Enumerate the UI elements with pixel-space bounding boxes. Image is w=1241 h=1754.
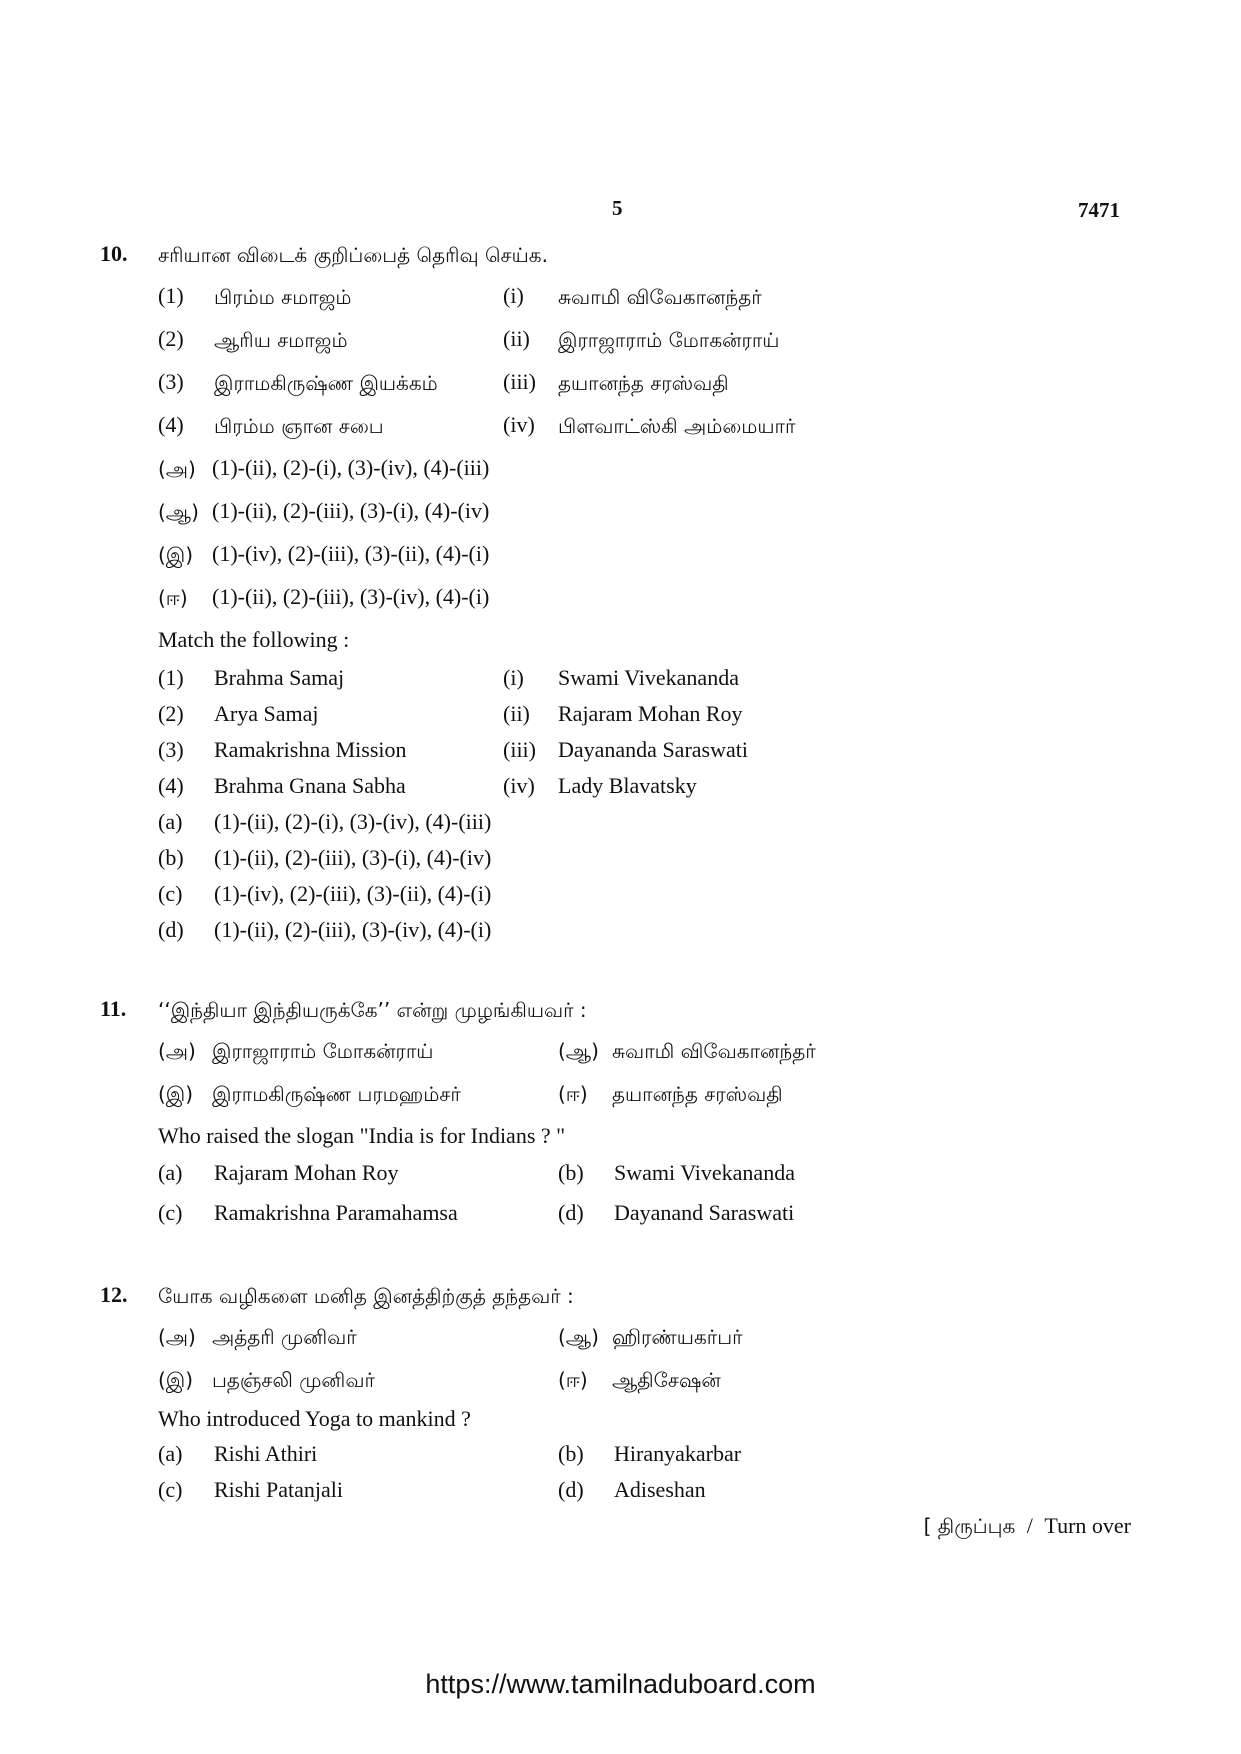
question-prompt-english: Who raised the slogan "India is for Indians ? " — [158, 1123, 566, 1148]
right-item: Lady Blavatsky — [558, 773, 697, 798]
left-item: Brahma Samaj — [214, 665, 345, 690]
turn-over-tamil: [ திருப்புக — [923, 1514, 1016, 1538]
roman-number: (i) — [503, 665, 524, 690]
match-row — [0, 773, 1241, 803]
option-text: சுவாமி விவேகானந்தர் — [612, 1039, 816, 1063]
option-text: (1)-(ii), (2)-(i), (3)-(iv), (4)-(iii) — [214, 809, 492, 834]
option-label: (d) — [558, 1477, 584, 1502]
option-row — [0, 1477, 1241, 1507]
option-row — [0, 809, 1241, 839]
right-item: பிளவாட்ஸ்கி அம்மையார் — [558, 414, 796, 438]
option-text: Swami Vivekananda — [614, 1160, 795, 1185]
option-label: (d) — [558, 1200, 584, 1225]
option-row — [0, 498, 1241, 528]
roman-number: (ii) — [503, 701, 530, 726]
option-label: (a) — [158, 1441, 183, 1466]
option-label: (ஈ) — [558, 1082, 588, 1106]
option-row — [0, 1366, 1241, 1396]
option-text: Ramakrishna Paramahamsa — [214, 1200, 458, 1225]
option-text: ஆதிசேஷன் — [612, 1368, 721, 1392]
left-item: Arya Samaj — [214, 701, 319, 726]
option-label: (ஆ) — [558, 1325, 599, 1349]
match-row — [0, 412, 1241, 442]
roman-number: (ii) — [503, 326, 530, 351]
match-row — [0, 326, 1241, 356]
option-text: பதஞ்சலி முனிவர் — [212, 1368, 375, 1392]
option-text: இராஜாராம் மோகன்ராய் — [212, 1039, 434, 1063]
option-label: (இ) — [158, 1082, 194, 1106]
page-number: 5 — [612, 196, 623, 220]
right-item: சுவாமி விவேகானந்தர் — [558, 285, 762, 309]
row-number: (3) — [158, 737, 184, 762]
right-item: இராஜாராம் மோகன்ராய் — [558, 328, 780, 352]
option-row — [0, 1160, 1241, 1190]
website-url[interactable]: https://www.tamilnaduboard.com — [425, 1669, 816, 1699]
option-row — [0, 584, 1241, 614]
question-prompt-english: Who introduced Yoga to mankind ? — [158, 1406, 471, 1431]
option-label: (அ) — [158, 1325, 196, 1349]
option-label: (c) — [158, 1200, 183, 1225]
option-text: (1)-(ii), (2)-(iii), (3)-(i), (4)-(iv) — [214, 845, 492, 870]
option-label: (அ) — [158, 1039, 196, 1063]
roman-number: (iv) — [503, 773, 535, 798]
match-row — [0, 369, 1241, 399]
turn-over-separator: / — [1026, 1513, 1033, 1538]
question-prompt-tamil: ‘‘இந்தியா இந்தியருக்கே’’ என்று முழங்கியவர் : — [158, 998, 587, 1022]
right-item: Swami Vivekananda — [558, 665, 739, 690]
option-label: (b) — [558, 1160, 584, 1185]
option-label: (a) — [158, 809, 183, 834]
turn-over-english: Turn over — [1044, 1513, 1131, 1538]
left-item: இராமகிருஷ்ண இயக்கம் — [214, 371, 438, 395]
match-row — [0, 283, 1241, 313]
option-label: (இ) — [158, 1368, 194, 1392]
option-label: (ஆ) — [558, 1039, 599, 1063]
roman-number: (iii) — [503, 369, 536, 394]
roman-number: (i) — [503, 283, 524, 308]
right-item: தயானந்த சரஸ்வதி — [558, 371, 729, 395]
turn-over-note — [924, 1513, 1131, 1541]
option-text: (1)-(ii), (2)-(iii), (3)-(i), (4)-(iv) — [212, 498, 490, 523]
right-item: Rajaram Mohan Roy — [558, 701, 743, 726]
row-number: (2) — [158, 701, 184, 726]
paper-code: 7471 — [1078, 198, 1120, 222]
option-label: (அ) — [158, 457, 196, 481]
option-text: (1)-(ii), (2)-(i), (3)-(iv), (4)-(iii) — [212, 455, 490, 480]
row-number: (2) — [158, 326, 184, 351]
option-text: தயானந்த சரஸ்வதி — [612, 1082, 783, 1106]
option-row — [0, 1323, 1241, 1353]
row-number: (1) — [158, 283, 184, 308]
option-label: (ஈ) — [558, 1368, 588, 1392]
option-text: Rishi Athiri — [214, 1441, 318, 1466]
option-label: (b) — [558, 1441, 584, 1466]
left-item: Ramakrishna Mission — [214, 737, 407, 762]
option-label: (ஆ) — [158, 500, 199, 524]
option-row — [0, 845, 1241, 875]
option-label: (c) — [158, 1477, 183, 1502]
option-row — [0, 917, 1241, 947]
option-row — [0, 541, 1241, 571]
option-label: (b) — [158, 845, 184, 870]
row-number: (1) — [158, 665, 184, 690]
option-text: Adiseshan — [614, 1477, 706, 1502]
left-item: பிரம்ம ஞான சபை — [214, 414, 384, 438]
question-prompt-tamil: சரியான விடைக் குறிப்பைத் தெரிவு செய்க. — [158, 243, 548, 267]
option-row — [0, 1037, 1241, 1067]
option-label: (ஈ) — [158, 586, 188, 610]
option-row — [0, 1080, 1241, 1110]
match-row — [0, 665, 1241, 695]
question-number: 11. — [100, 996, 127, 1021]
row-number: (4) — [158, 412, 184, 437]
option-row — [0, 1441, 1241, 1471]
question-number: 10. — [100, 241, 128, 266]
option-text: Rajaram Mohan Roy — [214, 1160, 399, 1185]
option-text: அத்தரி முனிவர் — [212, 1325, 357, 1349]
right-item: Dayananda Saraswati — [558, 737, 748, 762]
question-prompt-tamil: யோக வழிகளை மனித இனத்திற்குத் தந்தவர் : — [158, 1284, 574, 1308]
option-text: Dayanand Saraswati — [614, 1200, 795, 1225]
row-number: (3) — [158, 369, 184, 394]
left-item: ஆரிய சமாஜம் — [214, 328, 348, 352]
left-item: பிரம்ம சமாஜம் — [214, 285, 352, 309]
left-item: Brahma Gnana Sabha — [214, 773, 406, 798]
option-text: (1)-(iv), (2)-(iii), (3)-(ii), (4)-(i) — [214, 881, 492, 906]
option-label: (d) — [158, 917, 184, 942]
option-text: Hiranyakarbar — [614, 1441, 742, 1466]
option-text: இராமகிருஷ்ண பரமஹம்சர் — [212, 1082, 461, 1106]
option-row — [0, 455, 1241, 485]
roman-number: (iv) — [503, 412, 535, 437]
option-text: Rishi Patanjali — [214, 1477, 343, 1502]
question-prompt-english: Match the following : — [158, 627, 350, 652]
option-text: (1)-(ii), (2)-(iii), (3)-(iv), (4)-(i) — [212, 584, 490, 609]
option-label: (a) — [158, 1160, 183, 1185]
option-row — [0, 881, 1241, 911]
match-row — [0, 701, 1241, 731]
option-label: (இ) — [158, 543, 194, 567]
option-text: (1)-(iv), (2)-(iii), (3)-(ii), (4)-(i) — [212, 541, 490, 566]
match-row — [0, 737, 1241, 767]
option-text: ஹிரண்யகர்பர் — [612, 1325, 743, 1349]
option-row — [0, 1200, 1241, 1230]
roman-number: (iii) — [503, 737, 536, 762]
option-text: (1)-(ii), (2)-(iii), (3)-(iv), (4)-(i) — [214, 917, 492, 942]
option-label: (c) — [158, 881, 183, 906]
row-number: (4) — [158, 773, 184, 798]
question-number: 12. — [100, 1282, 128, 1307]
